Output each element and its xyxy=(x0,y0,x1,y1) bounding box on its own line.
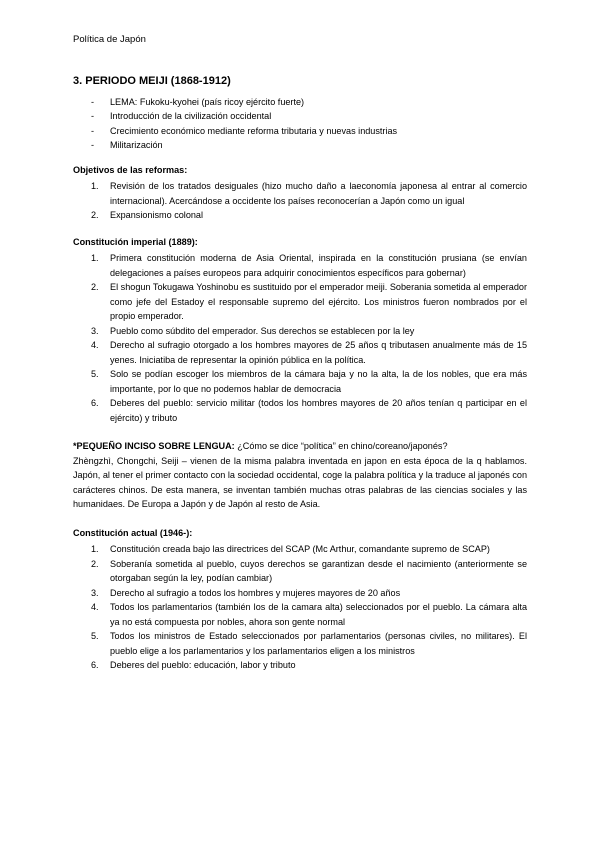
list-item xyxy=(73,124,527,139)
list-item-text: Deberes del pueblo: educación, labor y tributo xyxy=(110,660,296,670)
list-item-number: 1. xyxy=(91,253,99,263)
list-item-text: Introducción de la civilización occidental xyxy=(110,111,272,121)
list-item-text: El shogun Tokugawa Yoshinobu es sustituido por el emperador meiji. Soberania sometida al emperador como jefe del Estadoy el responsable supremo del ejército. Los ministros fueron nombrados por el propio emperador. xyxy=(110,282,527,321)
list-item-text: Derecho al sufragio a todos los hombres y mujeres mayores de 20 años xyxy=(110,587,401,598)
constitucion-imperial-title: Constitución imperial (1889): xyxy=(73,236,198,247)
list-item-number: 4. xyxy=(91,340,99,350)
list-item-number: 2. xyxy=(91,282,99,292)
list-item-text: Deberes del pueblo: servicio militar (todos los hombres mayores de 20 años tenían q participar en el ejército) y tributo xyxy=(110,398,527,423)
page-header: Política de Japón xyxy=(73,34,146,45)
list-item-number: 2. xyxy=(91,558,99,569)
list-item xyxy=(73,367,527,396)
objetivos-list xyxy=(73,179,527,223)
constitucion-imperial-list xyxy=(73,251,527,425)
list-item-text: Todos los parlamentarios (también los de la camara alta) seleccionados por el pueblo. La cámara alta ya no está compuesta por nobles, ahora son gente normal xyxy=(110,602,527,627)
list-item-text: Todos los ministros de Estado seleccionados por parlamentarios (personas civiles, no militares). El pueblo elige a los parlamentarios y los parlamentarios eligen a los ministros xyxy=(110,631,527,656)
list-item-text: Derecho al sufragio otorgado a los hombres mayores de 25 años q tributasen anualmente más de 15 yenes. Iniciatiba de representar la opinión pública en la política. xyxy=(110,340,527,365)
list-item xyxy=(73,629,527,658)
inciso-label: *PEQUEÑO INCISO SOBRE LENGUA: xyxy=(73,441,235,451)
list-item-number: 4. xyxy=(91,602,99,612)
list-item-text: Pueblo como súbdito del emperador. Sus derechos se establecen por la ley xyxy=(110,325,415,336)
list-item xyxy=(73,95,527,110)
constitucion-actual-list xyxy=(73,542,527,673)
objetivos-title: Objetivos de las reformas: xyxy=(73,164,188,175)
list-item-text: Primera constitución moderna de Asia Oriental, inspirada en la constitución prusiana (se envían delegaciones a países europeos para adquirir conocimientos específicos para gobernar) xyxy=(110,253,527,278)
list-item-text: Expansionismo colonal xyxy=(110,210,204,220)
list-item xyxy=(73,338,527,367)
list-item-number: 3. xyxy=(91,325,99,336)
list-item-number: 1. xyxy=(91,544,99,554)
list-item-number: 5. xyxy=(91,369,99,379)
list-item-number: 6. xyxy=(91,398,99,408)
list-item xyxy=(73,324,527,339)
section-heading: 3. PERIODO MEIJI (1868-1912) xyxy=(73,75,231,87)
list-item-text: Crecimiento económico mediante reforma tributaria y nuevas industrias xyxy=(110,125,398,136)
list-item xyxy=(73,251,527,280)
list-item xyxy=(73,600,527,629)
list-item-text: Solo se podían escoger los miembros de la cámara baja y no la alta, la de los nobles, que era más importante, por lo que no podemos hablar de democracia xyxy=(110,369,527,394)
list-item xyxy=(73,658,527,673)
list-item xyxy=(73,208,527,223)
list-item xyxy=(73,109,527,124)
list-item-text: Constitución creada bajo las directrices del SCAP (Mc Arthur, comandante supremo de SCAP) xyxy=(110,544,490,554)
list-item-text: LEMA: Fukoku-kyohei (país ricoy ejército fuerte) xyxy=(110,96,305,107)
list-item xyxy=(73,179,527,208)
list-item-text: Revisión de los tratados desiguales (hizo mucho daño a laeconomía japonesa al entrar al comercio internacional). Acercándose a occidente los países reconocerían a Japón como un igual xyxy=(110,181,527,206)
meiji-bullet-list xyxy=(73,95,527,153)
list-item xyxy=(73,138,527,153)
inciso-question: ¿Cómo se dice “política” en chino/coreano/japonés? xyxy=(234,441,448,451)
list-item-number: 1. xyxy=(91,181,99,191)
inciso-text: Zhèngzhì, Chongchi, Seiji – vienen de la misma palabra inventada en japon en esta época de la q hablamos. Japón, al tener el primer contacto con la sociedad occidental, coge la palabra política y la traduce al japonés con carácteres chinos. De esta manera, se inventan también muchas otras palabras de las ciencias sociales y las humanidaes. De Europa a Japón y de Japón al resto de Asia. xyxy=(73,455,527,509)
list-item xyxy=(73,396,527,425)
list-item-number: 3. xyxy=(91,587,99,598)
page-content xyxy=(73,74,527,673)
list-item-number: 2. xyxy=(91,210,99,220)
list-item xyxy=(73,557,527,586)
list-item-number: 5. xyxy=(91,631,99,641)
constitucion-actual-title: Constitución actual (1946-): xyxy=(73,527,193,538)
list-item xyxy=(73,586,527,601)
list-item-number: 6. xyxy=(91,660,99,670)
list-item xyxy=(73,280,527,324)
inciso-paragraph xyxy=(73,439,527,512)
list-item xyxy=(73,542,527,557)
list-item-text: Soberanía sometida al pueblo, cuyos derechos se garantizan desde el nacimiento (anteriormente se otorgaban según la ley, podían cambiar) xyxy=(110,558,527,583)
list-item-text: Militarización xyxy=(110,140,163,150)
